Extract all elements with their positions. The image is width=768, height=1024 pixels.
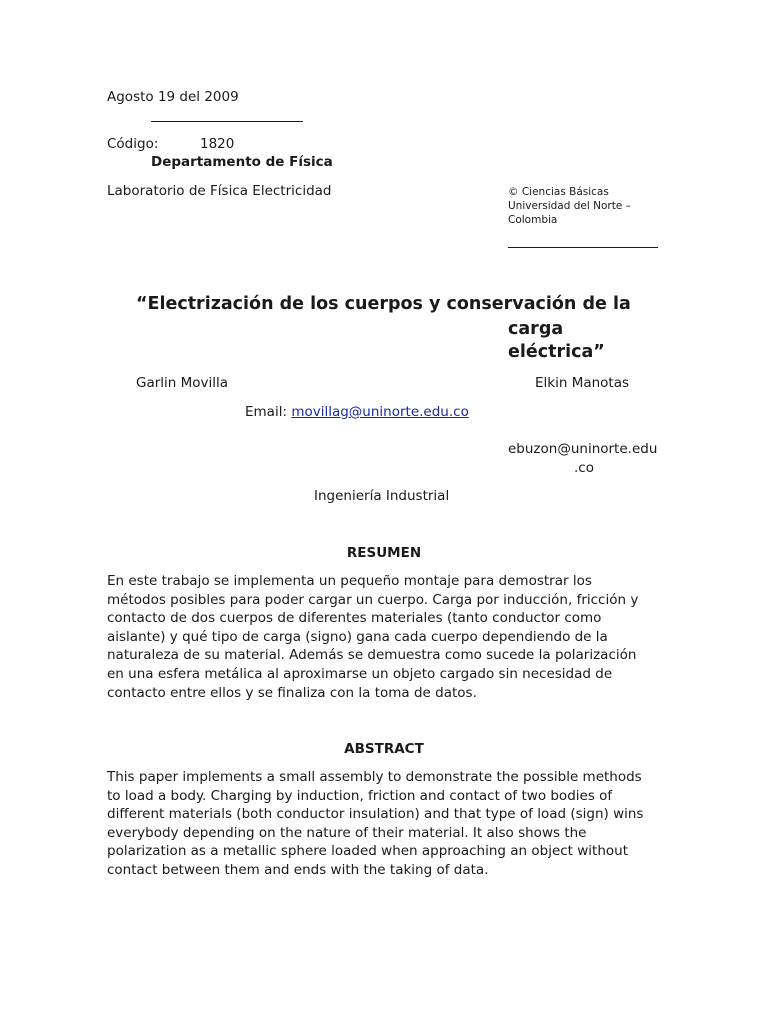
resumen-line: contacto entre ellos y se finaliza con la toma de datos. xyxy=(107,684,477,701)
resumen-line: contacto de dos cuerpos de diferentes materiales (tanto conductor como xyxy=(107,610,602,627)
resumen-heading: RESUMEN xyxy=(346,545,422,561)
department: Departamento de Física xyxy=(151,154,333,170)
program-name: Ingeniería Industrial xyxy=(314,488,450,504)
institution-line: © Ciencias Básicas xyxy=(508,186,609,198)
paper-title-line2: carga xyxy=(508,319,564,339)
institution-underline xyxy=(508,247,658,248)
resumen-line: naturaleza de su material. Además se demuestra como sucede la polarización xyxy=(107,647,637,664)
email-2-line1: ebuzon@uninorte.edu xyxy=(508,441,658,457)
abstract-heading: ABSTRACT xyxy=(344,741,424,757)
abstract-line: everybody depending on the nature of their material. It also shows the xyxy=(107,824,587,841)
abstract-line: to load a body. Charging by induction, friction and contact of two bodies of xyxy=(107,787,613,804)
code-label: Código: xyxy=(107,136,159,152)
resumen-line: métodos posibles para poder cargar un cuerpo. Carga por inducción, fricción y xyxy=(107,591,639,608)
abstract-line: contact between them and ends with the taking of data. xyxy=(107,861,489,878)
institution-block xyxy=(508,185,631,227)
abstract-line: polarization as a metallic sphere loaded when approaching an object without xyxy=(107,843,629,860)
paper-title-line1: “Electrización de los cuerpos y conservación de la xyxy=(136,294,631,314)
resumen-line: En este trabajo se implementa un pequeño montaje para demostrar los xyxy=(107,573,592,589)
lab-name: Laboratorio de Física Electricidad xyxy=(107,183,332,199)
author-name: Garlin Movilla xyxy=(136,375,229,391)
date-underline xyxy=(151,121,303,122)
abstract-line: different materials (both conductor insulation) and that type of load (sign) wins xyxy=(107,806,644,823)
abstract-line: This paper implements a small assembly to demonstrate the possible methods xyxy=(107,769,642,785)
code-value: 1820 xyxy=(200,136,235,152)
date: Agosto 19 del 2009 xyxy=(107,89,239,105)
paper-title-line3: eléctrica” xyxy=(508,342,605,362)
email-2-line2: .co xyxy=(574,460,594,476)
email-link[interactable]: movillag@uninorte.edu.co xyxy=(291,404,469,420)
author-name: Elkin Manotas xyxy=(535,375,630,391)
institution-line: Colombia xyxy=(508,214,558,226)
resumen-line: aislante) y qué tipo de carga (signo) gana cada cuerpo dependiendo de la xyxy=(107,628,608,645)
resumen-body xyxy=(107,572,667,702)
resumen-line: en una esfera metálica al aproximarse un objeto cargado sin necesidad de xyxy=(107,665,613,682)
email-label: Email: xyxy=(245,404,288,420)
email-line xyxy=(245,404,469,420)
institution-line: Universidad del Norte – xyxy=(508,200,631,212)
abstract-body xyxy=(107,768,667,880)
